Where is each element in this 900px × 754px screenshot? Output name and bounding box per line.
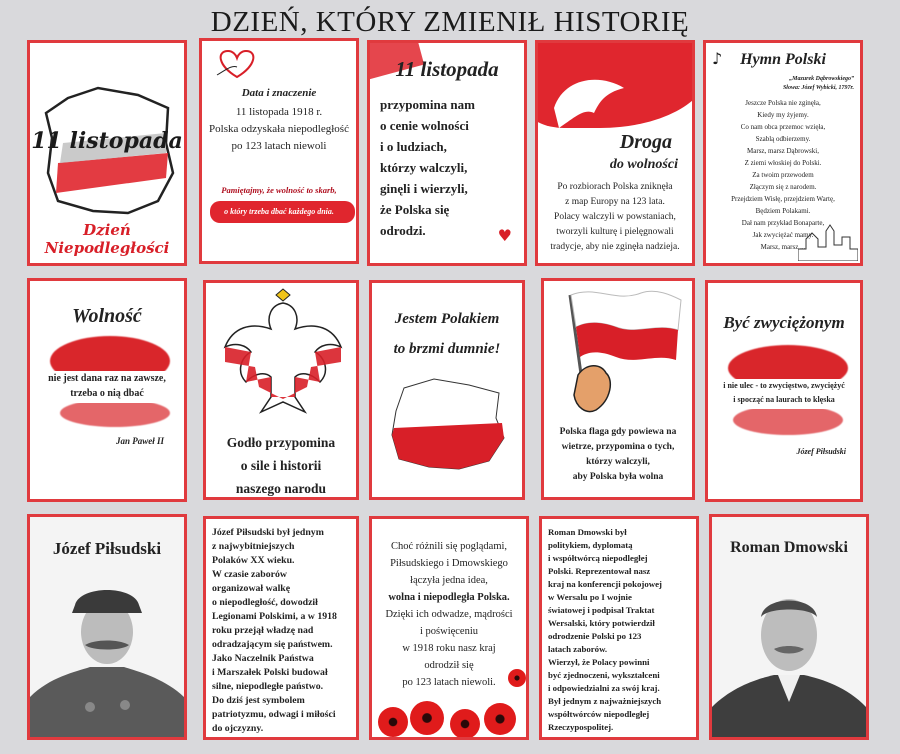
card-heading-2: do wolności [609, 157, 678, 172]
card-body-2: trzeba o nią dbać [70, 388, 144, 399]
city-skyline-icon [798, 221, 858, 261]
card-body-6: że Polska się [380, 202, 450, 217]
card-heading-1: Jestem Polakiem [394, 311, 500, 327]
card-body-9: po 123 latach niewoli. [402, 677, 496, 688]
card-jozef-pilsudski [27, 514, 187, 740]
poppy-flower-icon [410, 701, 444, 735]
card-body-2: Polska odzyskała niepodległość [209, 123, 349, 135]
bio-line-9: odradzającym się państwem. [212, 639, 333, 650]
bio-line-12: silne, niepodległe państwo. [212, 681, 324, 692]
card-body-6: i poświęceniu [419, 626, 479, 637]
poppy-flower-icon [378, 707, 408, 737]
bio-line-6: o niepodległość, dowodził [212, 597, 318, 608]
eagle-emblem-icon [221, 287, 346, 417]
portrait-pilsudski-image [30, 567, 184, 737]
card-body-5: ginęli i wierzyli, [380, 181, 468, 196]
bio-line-13: i odpowiedzialni za swój kraj. [548, 683, 660, 693]
card-body-2: i spocząć na laurach to klęska [733, 395, 835, 404]
card-body-2: z map Europy na 123 lata. [565, 197, 665, 207]
card-body-4: wolna i niepodległa Polska. [388, 592, 510, 603]
card-heading: 11 listopada [395, 57, 499, 81]
card-hymn-polski [703, 40, 863, 266]
card-body-4: tworzyli kulturę i pielęgnowali [556, 227, 674, 237]
poland-map-icon [384, 373, 514, 473]
card-roman-dmowski [709, 514, 869, 740]
hymn-line-11: Dał nam przykład Bonaparte, [741, 219, 825, 227]
card-body-1: Po rozbiorach Polska zniknęła [557, 182, 673, 192]
card-body-2: wietrze, przypomina o tych, [561, 442, 675, 452]
page-title: DZIEŃ, KTÓRY ZMIENIŁ HISTORIĘ [210, 6, 690, 38]
card-body-7: odrodzi. [380, 223, 426, 238]
bio-line-5: organizował walkę [212, 583, 291, 594]
bio-line-10: Jako Naczelnik Państwa [212, 653, 314, 664]
poppy-flower-icon [508, 669, 526, 687]
card-body-1: Godło przypomina [226, 435, 336, 450]
card-11-date: 11 listopada [31, 128, 183, 154]
portrait-name: Roman Dmowski [730, 539, 848, 556]
card-body-3: Polacy walczyli w powstaniach, [554, 212, 676, 222]
bio-line-8: Wersalski, który potwierdził [548, 618, 655, 628]
bio-line-2: z najwybitniejszych [212, 541, 295, 552]
portrait-name: Józef Piłsudski [52, 539, 162, 558]
hymn-line-9: Przejdziem Wisłę, przejdziem Wartę, [731, 195, 835, 203]
bio-line-7: światowej i podpisał Traktat [548, 605, 655, 615]
card-body-8: odrodził się [424, 660, 474, 671]
card-11-listopada [27, 40, 187, 266]
heart-icon: ♥ [497, 226, 512, 245]
card-droga-do-wolnosci [535, 40, 695, 266]
card-body-1: Polska flaga gdy powiewa na [559, 427, 677, 437]
card-body-1: przypomina nam [380, 97, 475, 112]
card-heading-1: Droga [619, 131, 672, 153]
quote-line-1: Pamiętajmy, że wolność to skarb, [221, 185, 337, 195]
card-flaga [541, 278, 695, 500]
card-wspolna-idea [369, 516, 529, 740]
bio-line-11: i Marszałek Polski budował [212, 667, 328, 678]
bio-line-13: Do dziś jest symbolem [212, 695, 305, 706]
hymn-line-13: Marsz, marsz ... [760, 243, 806, 251]
card-body-4: aby Polska była wolna [572, 472, 664, 482]
card-heading: Hymn Polski [740, 51, 826, 68]
card-body-4: którzy walczyli, [380, 160, 468, 175]
hymn-line-12: Jak zwyciężać mamy. [752, 231, 814, 239]
hymn-line-2: Kiedy my żyjemy. [757, 111, 809, 119]
card-body-2: o cenie wolności [380, 118, 469, 133]
card-body-1: Choć różnili się poglądami, [390, 541, 508, 552]
heart-icon [212, 45, 262, 81]
card-dmowski-bio [539, 516, 699, 740]
quote-line-2: o który trzeba dbać każdego dnia. [224, 207, 334, 216]
red-splash [60, 399, 170, 427]
bio-line-9: odrodzenie Polski po 123 [548, 631, 642, 641]
quote-author: Józef Piłsudski [796, 447, 846, 456]
card-heading: Wolność [72, 305, 142, 327]
hymn-line-4: Szablą odbierzemy. [755, 135, 811, 143]
bio-line-10: latach zaborów. [548, 644, 608, 654]
hymn-line-5: Marsz, marsz Dąbrowski, [747, 147, 819, 155]
hymn-line-7: Za twoim przewodem [752, 171, 814, 179]
card-heading: Data i znaczenie [241, 87, 317, 99]
card-body-2: Piłsudskiego i Dmowskiego [390, 558, 508, 569]
card-body-1: 11 listopada 1918 r. [235, 106, 323, 118]
bio-line-11: Wierzył, że Polacy powinni [548, 657, 650, 667]
hymn-line-8: Złączym się z narodem. [749, 183, 817, 191]
card-body-3: po 123 latach niewoli [231, 140, 327, 152]
card-body-3: łączyła jedna idea, [410, 575, 488, 586]
bio-line-8: roku przejął władzę nad [212, 625, 314, 636]
poppy-flower-icon [484, 703, 516, 735]
card-body-3: którzy walczyli, [586, 457, 650, 467]
card-body-1: i nie ulec - to zwycięstwo, zwyciężyć [723, 381, 845, 390]
quote-author: Jan Paweł II [115, 436, 164, 446]
hymn-line-3: Co nam obca przemoc wzięła, [740, 123, 826, 131]
hymn-author: Słowa: Józef Wybicki, 1797r. [782, 85, 854, 91]
card-11-label: Dzień Niepodległości [44, 221, 170, 257]
card-byc-zwyciezonym [705, 280, 863, 502]
bio-line-1: Roman Dmowski był [548, 527, 627, 537]
card-godlo [203, 280, 359, 500]
bio-line-5: kraj na konferencji pokojowej [548, 579, 662, 589]
card-heading: Być zwyciężonym [723, 313, 845, 332]
card-body-1: nie jest dana raz na zawsze, [48, 373, 166, 384]
card-body-5: tradycje, aby nie zginęła nadzieja. [550, 242, 680, 252]
bio-line-4: Polski. Reprezentował nasz [548, 566, 651, 576]
music-note-icon: ♪ [712, 49, 723, 68]
bio-line-7: Legionami Polskimi, a w 1918 [212, 611, 337, 622]
bio-line-3: i współtwórcą niepodległej [548, 553, 648, 563]
bio-line-16: Rzeczypospolitej. [548, 722, 614, 732]
card-body-3: naszego narodu [235, 481, 327, 496]
bio-line-15: do ojczyzny. [212, 723, 264, 734]
red-splash [733, 405, 843, 435]
bio-line-6: w Wersalu po I wojnie [548, 592, 632, 602]
bio-line-2: politykiem, dyplomatą [548, 540, 633, 550]
hymn-line-1: Jeszcze Polska nie zginęła, [745, 99, 821, 107]
card-body-2: o sile i historii [240, 458, 322, 473]
card-wolnosc [27, 278, 187, 502]
card-pilsudski-bio [203, 516, 359, 740]
bio-line-15: współtwórców niepodległej [548, 709, 650, 719]
bio-line-14: Był jednym z najważniejszych [548, 696, 662, 706]
bio-line-4: W czasie zaborów [212, 569, 287, 580]
card-data-i-znaczenie [199, 38, 359, 264]
card-jestem-polakiem [369, 280, 525, 500]
bio-line-12: być zjednoczeni, wykształceni [548, 670, 660, 680]
bio-line-1: Józef Piłsudski był jednym [212, 527, 324, 538]
card-heading-2: to brzmi dumnie! [393, 341, 501, 357]
bio-line-3: Polaków XX wieku. [212, 555, 295, 566]
card-body-3: i o ludziach, [380, 139, 447, 154]
waving-flag-icon [556, 285, 686, 420]
card-body-7: w 1918 roku nasz kraj [402, 643, 496, 654]
card-body-5: Dzięki ich odwadze, mądrości [385, 609, 513, 620]
poppy-flower-icon [450, 709, 480, 739]
hymn-subtitle: „Mazurek Dąbrowskiego” [789, 76, 854, 82]
hymn-line-6: Z ziemi włoskiej do Polski. [744, 159, 822, 167]
bio-line-14: patriotyzmu, odwagi i miłości [212, 709, 336, 720]
portrait-dmowski-image [712, 567, 866, 737]
hymn-line-10: Będziem Polakami. [755, 207, 811, 215]
card-cena-wolnosci [367, 40, 527, 266]
